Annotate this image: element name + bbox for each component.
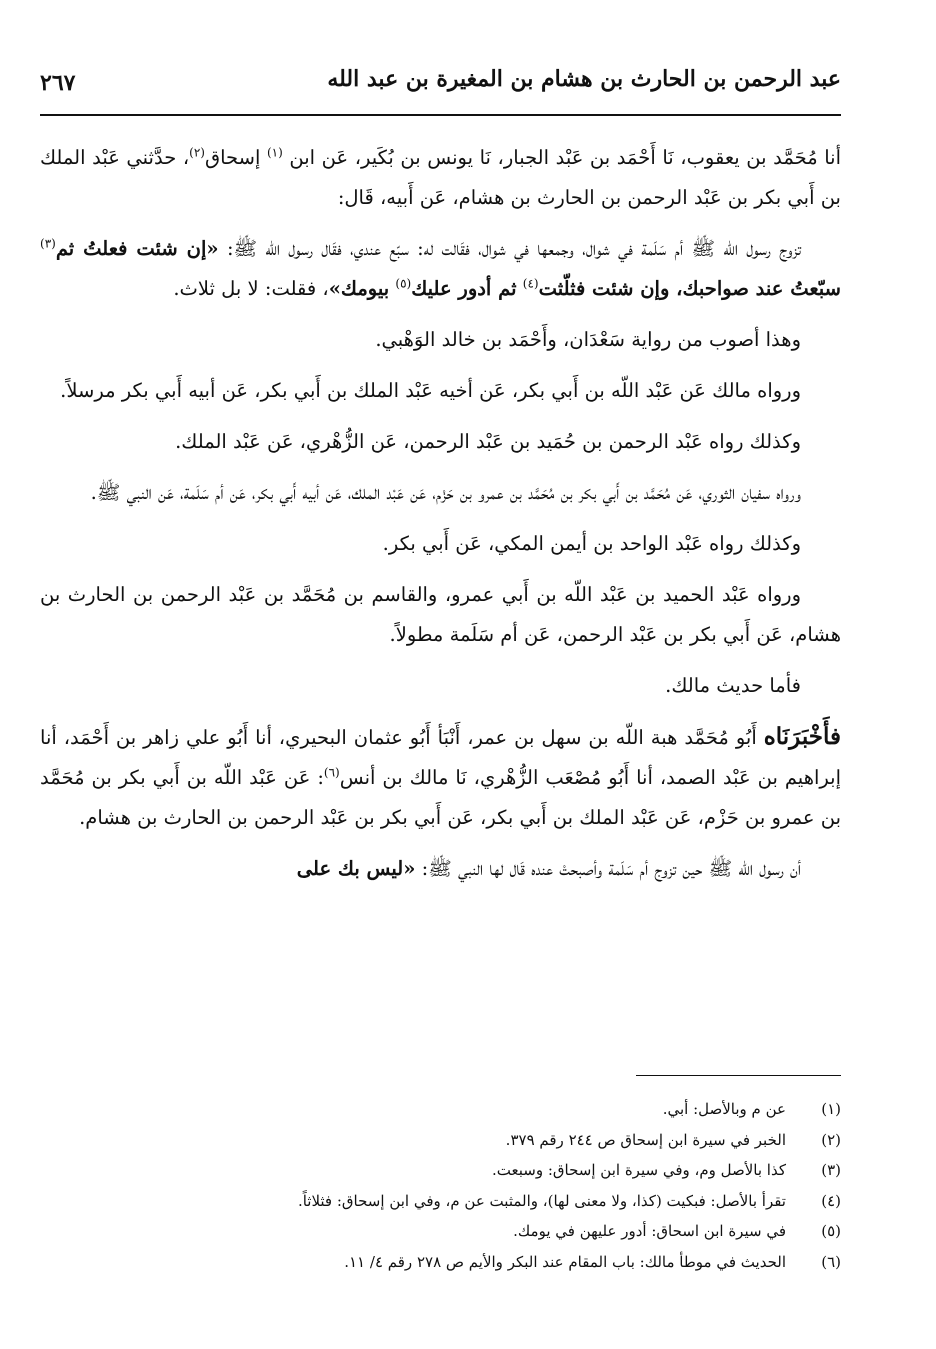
hadith-quote: بيومك»: [328, 277, 390, 300]
footnote-ref[interactable]: (٣): [40, 236, 56, 251]
footnote: [60, 1094, 841, 1125]
paragraph: ورواه عَبْد الحميد بن عَبْد اللّه بن أَبي عمرو، والقاسم بن مُحَمَّد بن عَبْد الرحمن بن الحارث بن هشام، عَن أَبي بكر بن عَبْد الرحمن، عَن أم سَلَمة مطولاً.: [40, 583, 841, 646]
footnote-number: (٢): [821, 1130, 841, 1149]
page-number: ٢٦٧: [40, 70, 76, 96]
footnote: [60, 1216, 841, 1247]
footnote-number: (٣): [821, 1161, 841, 1179]
footnote-text: الحديث في موطأ مالك: باب المقام عند البكر والأيم ص ٢٧٨ رقم ٤/ ١١.: [344, 1252, 786, 1271]
footnote: [60, 1155, 841, 1186]
footnote-text: تقرأ بالأصل: فبكيت (كذا، ولا معنى لها)، والمثبت عن م، وفي ابن إسحاق: فثلاثاً.: [297, 1191, 786, 1210]
text-run: إسحاق: [204, 146, 261, 169]
footnote-ref[interactable]: (١): [266, 145, 283, 160]
header-divider: [40, 114, 841, 116]
hadith-quote: سبّعتُ عند صواحبك، وإن شئت فثلّثت: [538, 277, 841, 300]
paragraph-isnad-2: [40, 717, 841, 838]
text-run: أن رسول الله ﷺ حين تزوج أم سَلَمة وأصبحتْ عنده قَال لها النبي ﷺ:: [421, 857, 801, 880]
footnote-ref[interactable]: (٢): [189, 145, 205, 160]
text-run: أنا مُحَمَّد بن يعقوب، نَا أَحْمَد بن عَبْد الجبار، نَا يونس بن بُكَير، عَن ابن: [289, 146, 842, 169]
paragraph: وكذلك رواه عَبْد الواحد بن أيمن المكي، عَن أَبي بكر.: [382, 532, 801, 555]
paragraph: ورواه مالك عَن عَبْد اللّه بن أَبي بكر، عَن أخيه عَبْد الملك بن أَبي بكر، عَن أبيه أَبي بكر مرسلاً.: [60, 379, 801, 402]
running-header: [40, 62, 841, 114]
paragraph: وكذلك رواه عَبْد الرحمن بن حُمَيد بن عَبْد الرحمن، عَن الزُّهْري، عَن عَبْد الملك.: [175, 430, 801, 453]
footnote-text: الخبر في سيرة ابن إسحاق ص ٢٤٤ رقم ٣٧٩.: [505, 1130, 786, 1149]
footnote-number: (٥): [821, 1222, 841, 1240]
footnote-number: (٦): [821, 1252, 841, 1271]
footnote-text: كذا بالأصل وم، وفي سيرة ابن إسحاق: وسبعت.: [492, 1161, 786, 1179]
paragraph-hadith-2: [40, 849, 841, 889]
footnote-text: في سيرة ابن اسحاق: أدور عليهن في يومك.: [513, 1222, 786, 1240]
header-title: عبد الرحمن بن الحارث بن هشام بن المغيرة بن عبد الله: [327, 66, 841, 92]
footnote-number: (١): [821, 1100, 841, 1118]
footnote-ref[interactable]: (٤): [522, 276, 539, 291]
paragraph-isnad-1: [40, 138, 841, 218]
footnote: [60, 1247, 841, 1278]
footnote-divider: [636, 1075, 841, 1076]
footnote-number: (٤): [821, 1191, 841, 1210]
hadith-quote: «إن شئت فعلتُ ثم: [55, 237, 219, 260]
akhbarana-keyword: فأَخْبَرَنَاه: [763, 723, 841, 750]
text-run: ، حدَّثني عَبْد الملك بن أَبي بكر بن عَبْد الرحمن بن الحارث بن هشام، عَن أَبيه، قَال:: [40, 146, 841, 209]
paragraph: فأما حديث مالك.: [665, 674, 801, 697]
footnotes: [60, 1094, 841, 1277]
footnote: [60, 1186, 841, 1217]
hadith-quote: ثم أدور عليك: [411, 277, 517, 300]
paragraph: ورواه سفيان الثوري، عَن مُحَمَّد بن أَبي بكر بن مُحَمَّد بن عمرو بن حَزْم، عَن عَبْد الملك، عَن أبيه أَبي بكر، عَن أم سَلَمة، عَن النبي ﷺ.: [90, 481, 801, 504]
footnote-text: عن م وبالأصل: أبي.: [662, 1100, 786, 1118]
text-run: أَبُو مُحَمَّد هبة اللّه بن سهل بن عمر، أَنْبَأ أَبُو عثمان البحيري، أنا أَبُو علي زاهر بن أَحْمَد، أنا إبراهيم بن عَبْد الصمد، أنا أَبُو مُصْعَب الزُّهْري، نَا مالك بن أنس: [40, 726, 842, 789]
text-run: ، فقلت: لا بل ثلاث.: [173, 277, 329, 300]
text-run: تزوج رسول الله ﷺ أم سَلَمة في شوال، وجمعها في شوال، فقَالت له: سبّع عندي، فقَال رسول الله ﷺ:: [226, 237, 801, 260]
main-text: [40, 138, 841, 900]
footnote-ref[interactable]: (٦): [323, 765, 340, 780]
paragraph-hadith-1: [40, 229, 841, 309]
paragraph: وهذا أصوب من رواية سَعْدَان، وأَحْمَد بن خالد الوَهْبي.: [375, 328, 801, 351]
footnote: [60, 1125, 841, 1156]
hadith-quote: «ليس بك على: [296, 857, 416, 880]
footnote-ref[interactable]: (٥): [395, 276, 412, 291]
text-run: : عَن عَبْد اللّه بن أَبي بكر بن مُحَمَّد بن عمرو بن حَزْم، عَن عَبْد الملك بن أَبي بكر، عَن أَبي بكر بن عَبْد الرحمن بن الحارث بن هشام.: [40, 766, 841, 829]
